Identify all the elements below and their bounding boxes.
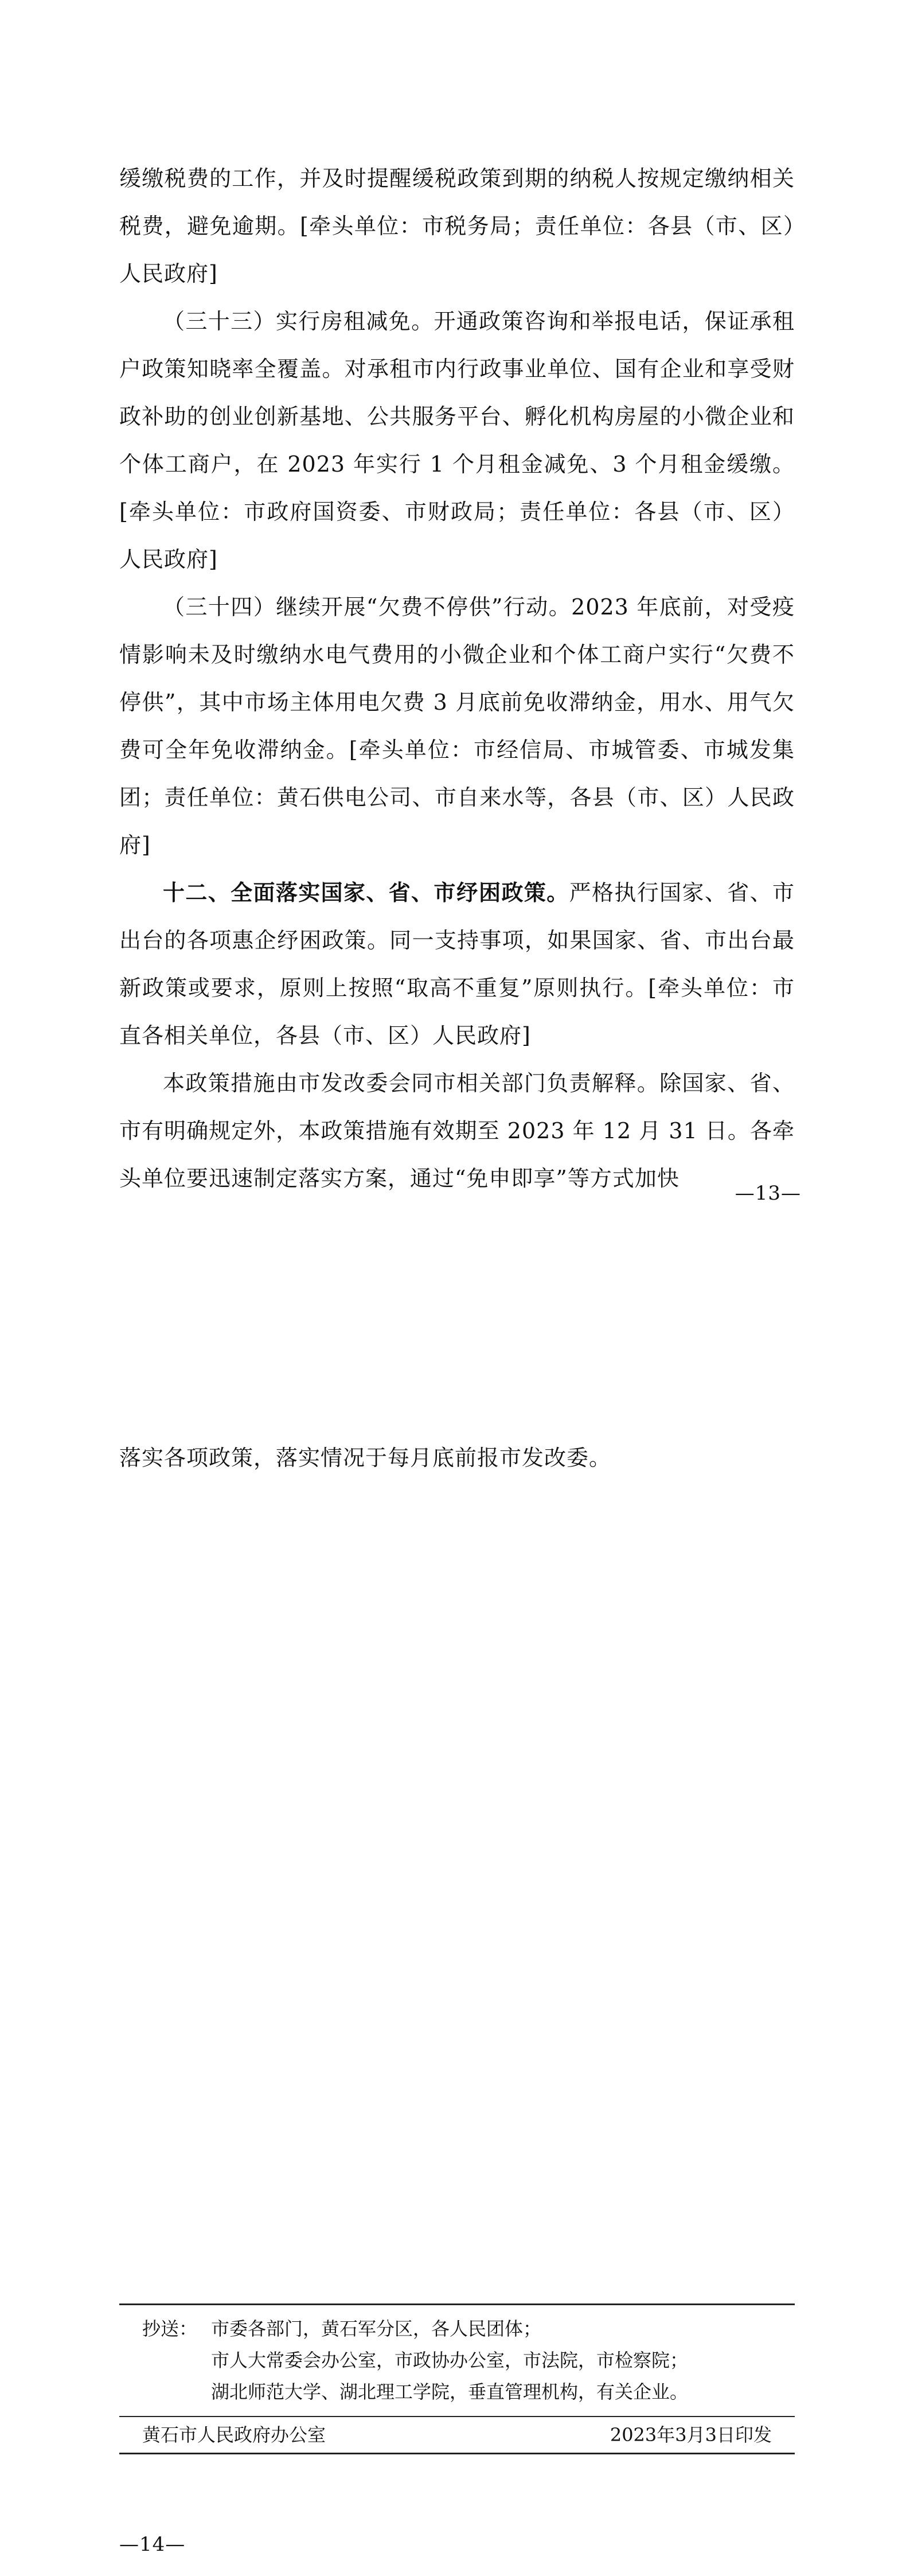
paragraph-rent-reduction: （三十三）实行房租减免。开通政策咨询和举报电话，保证承租户政策知晓率全覆盖。对承租市内行政事业单位、国有企业和享受财政补助的创业创新基地、公共服务平台、孵化机构房屋的小微企业和个体工商户，在 2023 年实行 1 个月租金减免、3 个月租金缓缴。[牵头单位：市政府国资委、市财政局；责任单位：各县（市、区）人民政府] [119,309,795,572]
section-heading-twelve: 十二、全面落实国家、省、市纾困政策。 [163,880,569,905]
distribution-line [142,2313,795,2345]
page-13-body [119,155,795,1203]
paragraph-interpretation: 本政策措施由市发改委会同市相关部门负责解释。除国家、省、市有明确规定外，本政策措施有效期至 2023 年 12 月 31 日。各牵头单位要迅速制定落实方案，通过“免申即享”等方式加快 [119,1071,795,1191]
document-page-14 [0,1288,910,2576]
distribution-list [119,2305,795,2416]
distribution-label: 抄送： [142,2318,198,2340]
paragraph-continuation: 落实各项政策，落实情况于每月底前报市发改委。 [119,1445,612,1470]
distribution-recipients: 湖北师范大学、湖北理工学院，垂直管理机构，有关企业。 [211,2381,689,2403]
issue-date: 2023年3月3日印发 [610,2424,772,2446]
paragraph-no-supply-cutoff: （三十四）继续开展“欠费不停供”行动。2023 年底前，对受疫情影响未及时缴纳水电气费用的小微企业和个体工商户实行“欠费不停供”，其中市场主体用电欠费 3 月底前免收滞纳金，用水、用气欠费可全年免收滞纳金。[牵头单位：市经信局、市城管委、市城发集团；责任单位：黄石供电公司、市自来水等，各县（市、区）人民政府] [119,594,795,858]
distribution-recipients: 市人大常委会办公室，市政协办公室，市法院，市检察院； [211,2349,689,2371]
issuing-office: 黄石市人民政府办公室 [142,2424,326,2446]
paragraph-tax-deferral: 缓缴税费的工作，并及时提醒缓税政策到期的纳税人按规定缴纳相关税费，避免逾期。[牵头单位：市税务局；责任单位：各县（市、区）人民政府] [119,166,795,286]
section-twelve-text: 严格执行国家、省、市出台的各项惠企纾困政策。同一支持事项，如果国家、省、市出台最新政策或要求，原则上按照“取高不重复”原则执行。[牵头单位：市直各相关单位，各县（市、区）人民政府] [119,880,795,1048]
page-14-body [119,1434,795,1482]
distribution-block [119,2303,795,2454]
paragraph-relief-policies [119,869,795,1060]
page-number: —14— [119,2533,186,2556]
issue-row [119,2416,795,2453]
distribution-recipients: 市委各部门，黄石军分区，各人民团体； [211,2318,542,2340]
page-number: —13— [735,1182,801,1205]
